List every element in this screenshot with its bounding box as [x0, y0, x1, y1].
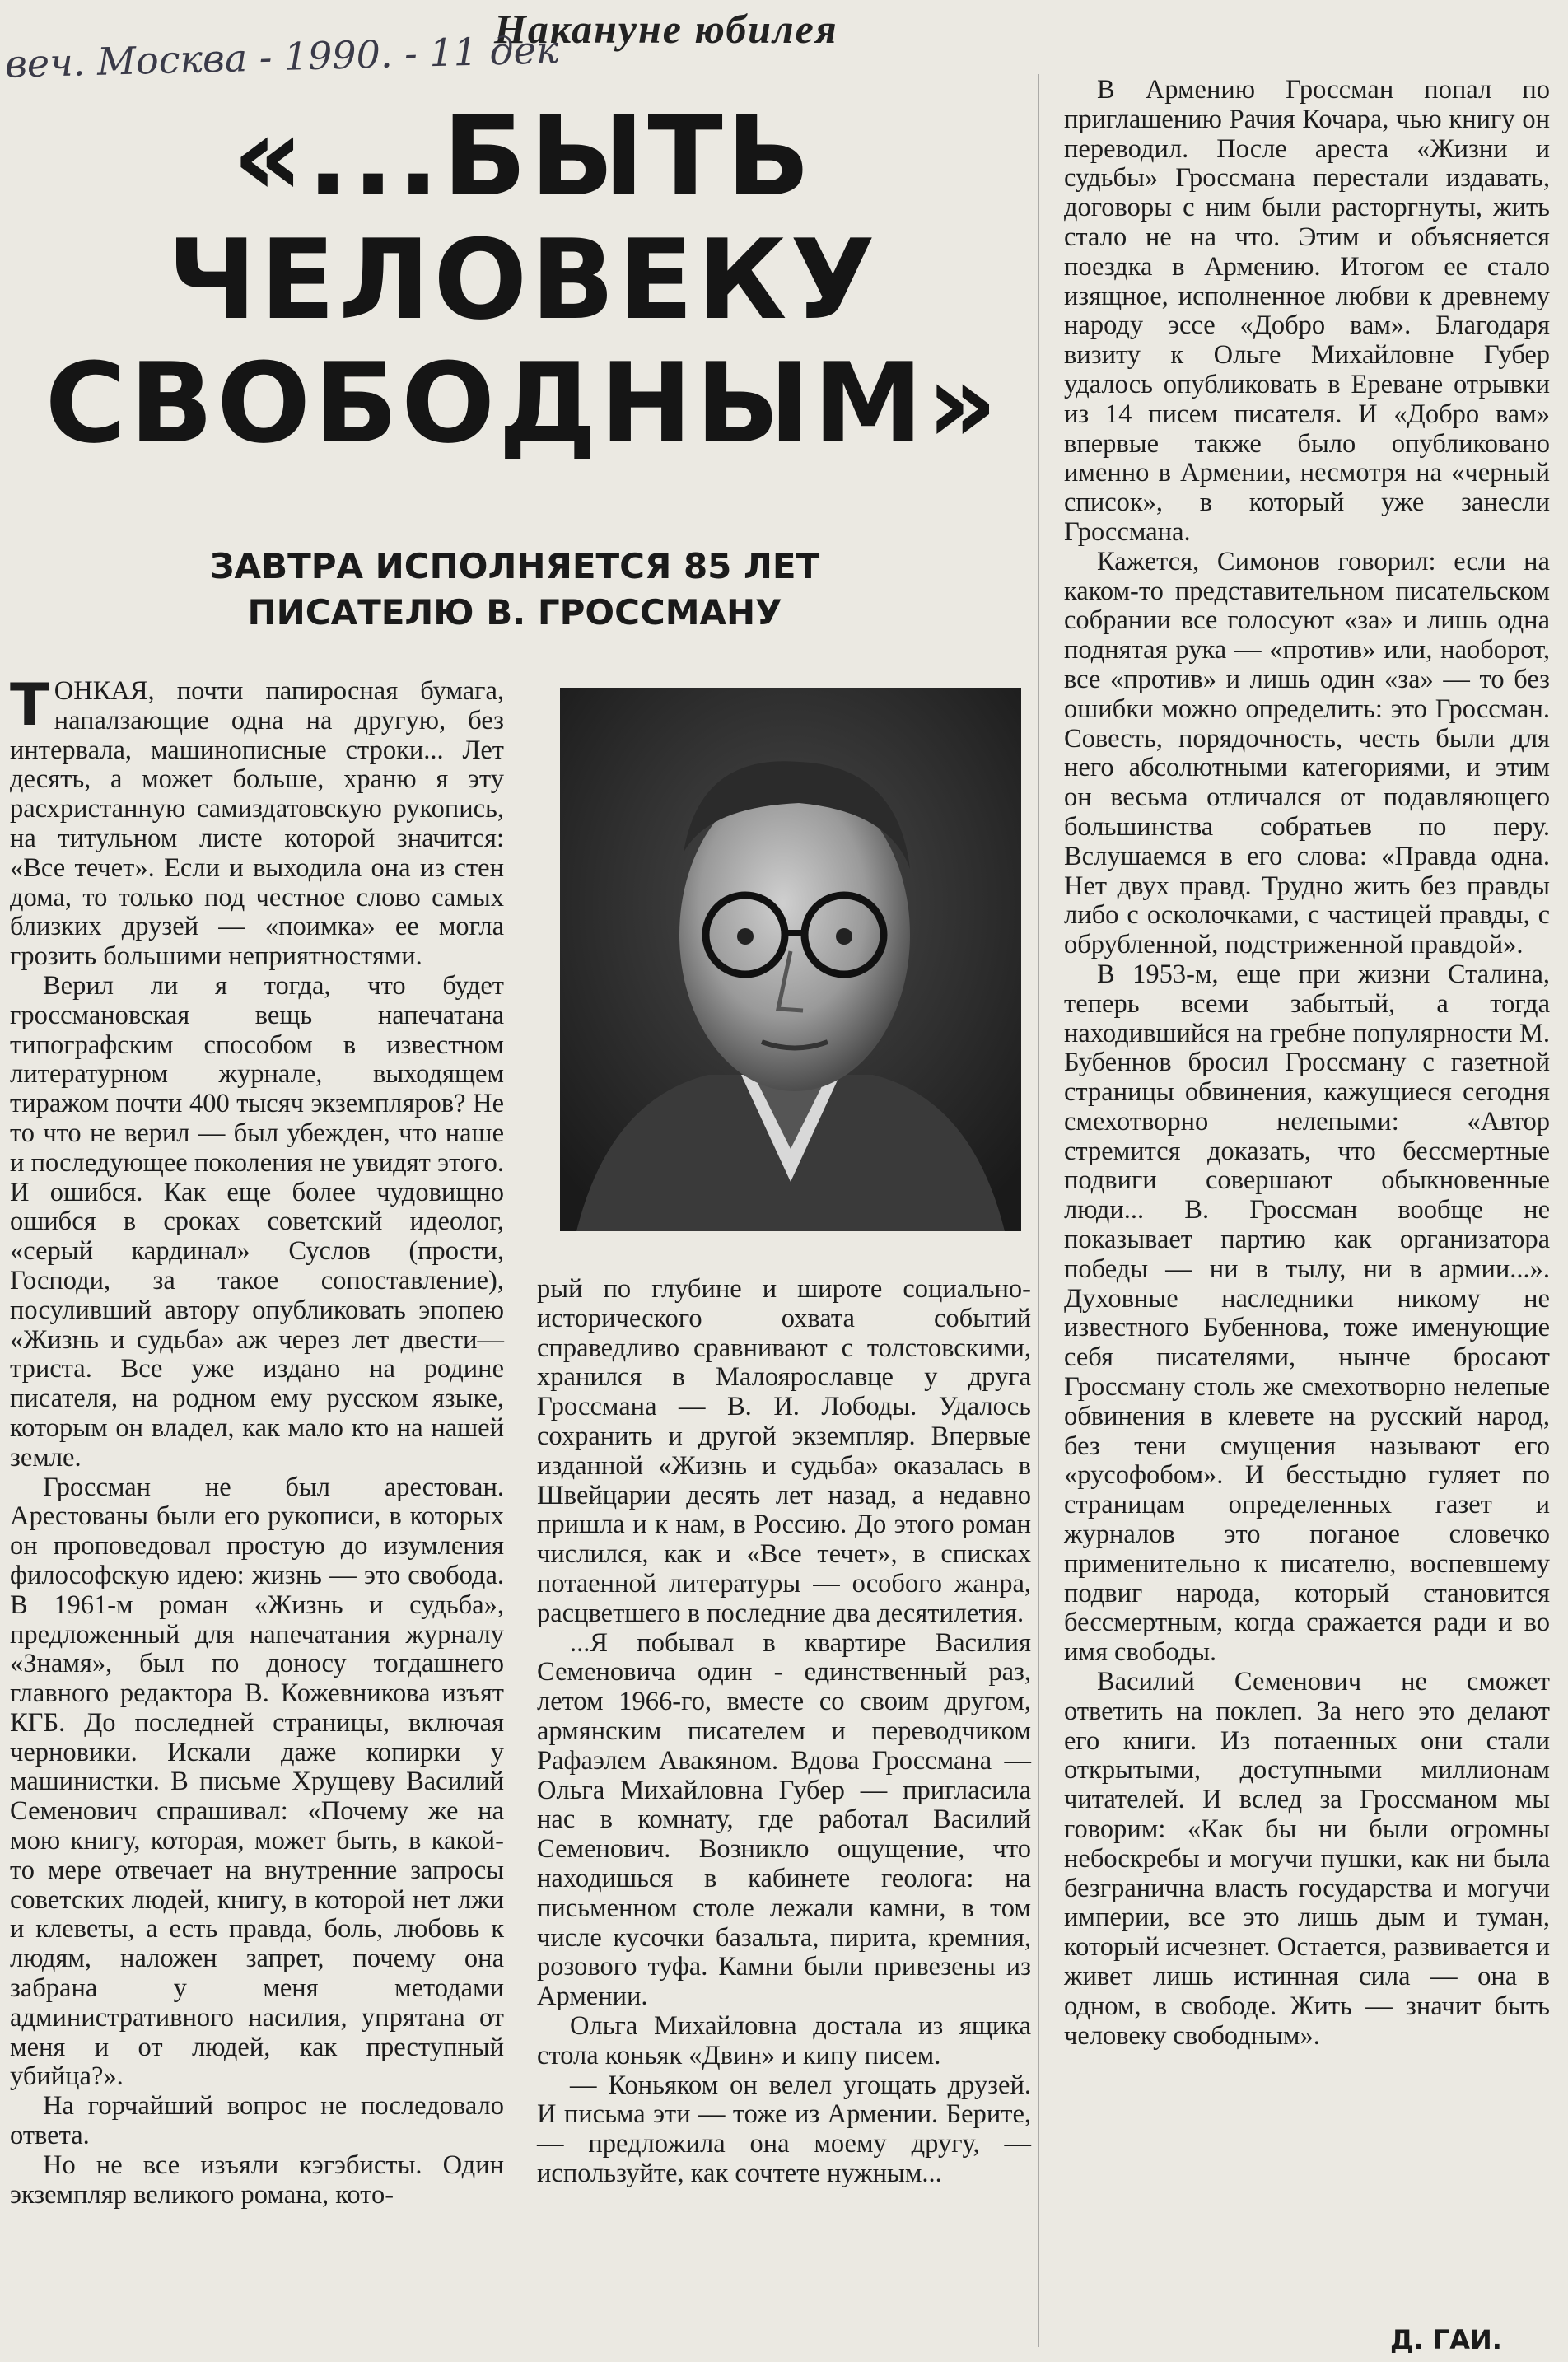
article-column-3	[1064, 76, 1550, 2051]
paragraph: Гроссман не был арестован. Арестованы были его рукописи, в которых он проповедовал простую до изумления философскую идею: жизнь — это свобода. В 1961-м роман «Жизнь и судьба», предложенный для напечатания журналу «Знамя», был по доносу тогдашнего главного редактора В. Кожевникова изъят КГБ. До последней страницы, включая черновики. Искали даже копирки у машинистки. В письме Хрущеву Василий Семенович спрашивал: «Почему же на мою книгу, которая, может быть, в какой-то мере отвечает на внутренние запросы советских людей, книгу, в которой нет лжи и клеветы, а есть правда, боль, любовь к людям, наложен запрет, почему она забрана у меня методами административного насилия, упрятана от меня и от людей, как преступный убийца?».	[10, 1472, 504, 2092]
paragraph: Верил ли я тогда, что будет гроссмановская вещь напечатана типографским способом в известном литературном журнале, выходящем тиражом почти 400 тысяч экземпляров? Не то что не верил — был убежден, что наше и последующее поколения не увидят этого. И ошибся. Как еще более чудовищно ошибся в сроках советский идеолог, «серый кардинал» Суслов (прости, Господи, за такое сопоставление), посуливший автору опубликовать эпопею «Жизнь и судьба» аж через лет двести—триста. Все уже издано на родине писателя, на родном ему русском языке, которым он владел, как мало кто на нашей земле.	[10, 970, 504, 1473]
paragraph: рый по глубине и широте социально-исторического охвата событий справедливо сравнивают с толстовскими, хранился в Малоярославце у друга Гроссмана — В. И. Лободы. Удалось сохранить и другой экземпляр. Впервые изданной «Жизнь и судьба» оказалась в Швейцарии десять лет назад, а недавно пришла и к нам, в Россию. До этого роман числился, как и «Все течет», в списках потаенной литературы — особого жанра, расцветшего в последние два десятилетия.	[537, 1274, 1031, 1628]
paragraph: Василий Семенович не сможет ответить на поклеп. За него это делают его книги. Из потаенных они стали открытыми, доступными миллионам читателей. И вслед за Гроссманом мы говорим: «Как бы ни были огромны небоскребы и могучи пушки, как ни была безгранична власть государства и могучи империи, все это лишь дым и туман, который исчезнет. Остается, развивается и живет лишь истинная сила — она в одном, в свободе. Жить — значит быть человеку свободным».	[1064, 1667, 1550, 2051]
paragraph: В 1953-м, еще при жизни Сталина, теперь всеми забытый, а тогда находившийся на гребне популярности М. Бубеннов бросил Гроссману с газетной страницы обвинения, кажущиеся сегодня смехотворно нелепыми: «Автор стремится доказать, что бессмертные подвиги совершают обыкновенные люди... В. Гроссман вообще не показывает партию как организатора победы — ни в тылу, ни в армии...». Духовные наследники никому не известного Бубеннова, тоже именующие себя писателями, нынче бросают Гроссману столь же смехотворно нелепые обвинения в клевете на русский народ, без тени смущения называют его «русофобом». И бесстыдно гуляет по страницам определенных газет и журналов это поганое словечко применительно к писателю, воспевшему подвиг народа, который становится бессмертным, когда сражается ради и во имя свободы.	[1064, 959, 1550, 1668]
paragraph: ...Я побывал в квартире Василия Семеновича один - единственный раз, летом 1966-го, вместе со своим другом, армянским писателем и переводчиком Рафаэлем Авакяном. Вдова Гроссмана — Ольга Михайловна Губер — пригласила нас в комнату, где работал Василий Семенович. Возникло ощущение, что находишься в кабинете геолога: на письменном столе лежали камни, в том числе кусочки базальта, пирита, кремния, розового туфа. Камни были привезены из Армении.	[537, 1627, 1031, 2012]
subhead-line: ПИСАТЕЛЮ В. ГРОССМАНУ	[247, 592, 782, 633]
subhead	[124, 544, 906, 636]
paragraph: В Армению Гроссман попал по приглашению Рачия Кочара, чью книгу он переводил. После ареста «Жизни и судьбы» Гроссмана перестали издавать, договоры с ним были расторгнуты, жить стало не на что. Этим и объясняется поездка в Армению. Итогом ее стало изящное, исполненное любви к древнему народу эссе «Добро вам». Благодаря визиту к Ольге Михайловне Губер удалось опубликовать в Ереване отрывки из 14 писем писателя. И «Добро вам» впервые также было опубликовано именно в Армении, несмотря на «черный список», в который уже занесли Гроссмана.	[1064, 75, 1550, 547]
handwritten-note: веч. Москва - 1990. - 11 дек	[4, 27, 559, 86]
dropcap: Т	[10, 671, 49, 739]
headline-line: «...БЫТЬ	[232, 92, 814, 221]
article-column-2	[537, 1275, 1031, 2189]
portrait-image	[560, 688, 1021, 1231]
headline-line: СВОБОДНЫМ»	[44, 339, 1001, 468]
column-divider	[1038, 74, 1039, 2347]
article-column-1	[10, 671, 504, 2210]
paragraph: На горчайший вопрос не последовало ответа.	[10, 2091, 504, 2151]
paragraph-text: ОНКАЯ, почти папиросная бумага, напалзающие одна на другую, без интервала, машинописные строки... Лет десять, а может больше, храню я эту расхристанную самиздатовскую рукопись, на титульном листе которой значится: «Все течет». Если и выходила она из стен дома, то только под честное слово самых близких друзей — «поимка» ее могла грозить большими неприятностями.	[10, 676, 504, 972]
paragraph: — Коньяком он велел угощать друзей. И письма эти — тоже из Армении. Берите, — предложила она моему другу, — используйте, как сочтете нужным...	[537, 2070, 1031, 2188]
paragraph: Кажется, Симонов говорил: если на каком-то представительном писательском собрании все голосуют «за» и лишь одна поднятая рука — «против» или, наоборот, все «против» и лишь один «за» — то без ошибки можно определить: это Гроссман. Совесть, порядочность, честь были для него абсолютными категориями, и этим он весьма отличался от подавляющего большинства собратьев по перу. Вслушаемся в его слова: «Правда одна. Нет двух правд. Трудно жить без правды либо с осколочками, с частицей правды, с обрубленной, подстриженной правдой».	[1064, 546, 1550, 960]
subhead-line: ЗАВТРА ИСПОЛНЯЕТСЯ 85 ЛЕТ	[209, 546, 820, 586]
author-signature: Д. ГАИ.	[1390, 2324, 1502, 2355]
portrait-photo	[560, 688, 1021, 1231]
kicker: Накануне юбилея	[494, 6, 838, 52]
paragraph: Но не все изъяли кэгэбисты. Один экземпляр великого романа, кото-	[10, 2150, 504, 2210]
paragraph	[10, 671, 504, 972]
paragraph: Ольга Михайловна достала из ящика стола коньяк «Двин» и кипу писем.	[537, 2010, 1031, 2070]
headline	[33, 92, 1013, 468]
headline-line: ЧЕЛОВЕКУ	[167, 216, 879, 344]
